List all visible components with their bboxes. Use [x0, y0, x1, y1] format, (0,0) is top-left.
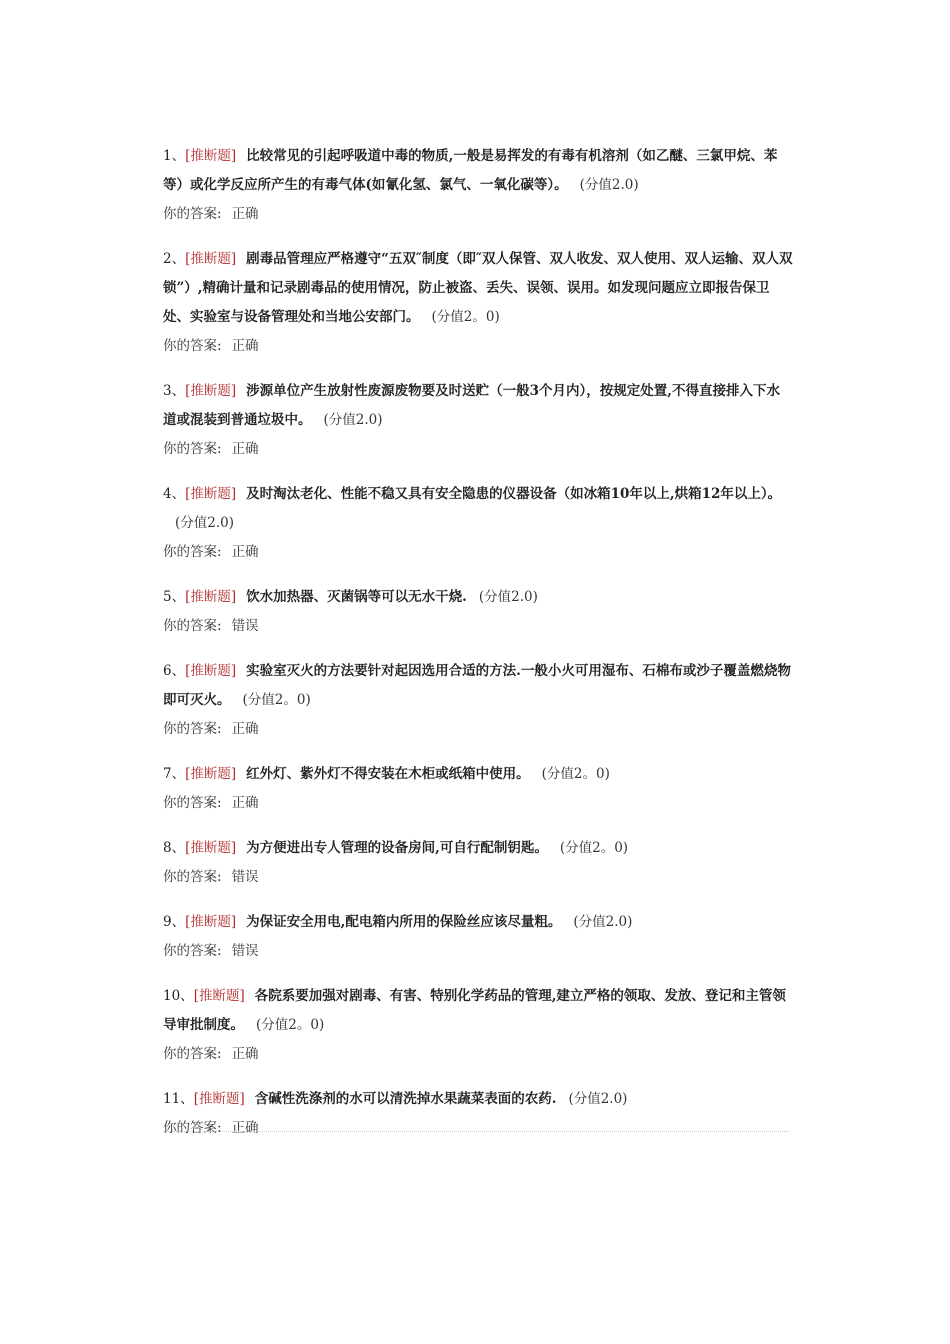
answer-line	[163, 200, 793, 229]
answer-value: 错误	[231, 943, 259, 959]
question-item	[163, 142, 793, 229]
question-line	[163, 377, 793, 435]
question-type: [推断题]	[185, 840, 237, 856]
question-score: (分值2.0)	[573, 914, 633, 930]
answer-label: 你的答案:	[163, 1120, 222, 1136]
answer-label: 你的答案:	[163, 618, 222, 634]
question-type: [推断题]	[185, 589, 237, 605]
question-text: 实验室灭火的方法要针对起因选用合适的方法.一般小火可用湿布、石棉布或沙子覆盖燃烧物即可灭火。	[163, 663, 791, 708]
answer-value: 正确	[231, 206, 259, 222]
question-item	[163, 245, 793, 361]
question-text: 剧毒品管理应严格遵守“五双″制度（即″双人保管、双人收发、双人使用、双人运输、双人双锁”）,精确计量和记录剧毒品的使用情况，防止被盗、丢失、误领、误用。如发现问题应立即报告保卫处、实验室与设备管理处和当地公安部门。	[163, 251, 793, 325]
question-type: [推断题]	[185, 663, 237, 679]
answer-line	[163, 1040, 793, 1069]
question-score: (分值2。0)	[431, 309, 500, 325]
answer-value: 正确	[231, 544, 259, 560]
answer-value: 正确	[231, 338, 259, 354]
question-number: 8、	[163, 840, 186, 856]
question-item	[163, 377, 793, 464]
question-line	[163, 834, 793, 863]
question-number: 4、	[163, 486, 186, 502]
question-item	[163, 834, 793, 892]
answer-label: 你的答案:	[163, 869, 222, 885]
question-type: [推断题]	[193, 988, 245, 1004]
answer-line	[163, 715, 793, 744]
question-score: (分值2.0)	[579, 177, 639, 193]
question-line	[163, 1085, 793, 1114]
question-text: 为保证安全用电,配电箱内所用的保险丝应该尽量粗。	[246, 914, 562, 930]
answer-line	[163, 789, 793, 818]
question-line	[163, 657, 793, 715]
answer-value: 正确	[231, 441, 259, 457]
answer-value: 正确	[231, 795, 259, 811]
answer-line	[163, 863, 793, 892]
question-number: 3、	[163, 383, 186, 399]
question-line	[163, 760, 793, 789]
answer-line	[163, 332, 793, 361]
answer-value: 正确	[231, 1120, 259, 1136]
question-number: 1、	[163, 148, 186, 164]
question-text: 为方便进出专人管理的设备房间,可自行配制钥匙。	[246, 840, 548, 856]
question-number: 5、	[163, 589, 186, 605]
question-number: 11、	[163, 1091, 194, 1107]
question-type: [推断题]	[185, 148, 237, 164]
answer-line	[163, 435, 793, 464]
question-score: (分值2.0)	[323, 412, 383, 428]
answer-value: 错误	[231, 618, 259, 634]
answer-value: 正确	[231, 1046, 259, 1062]
answer-label: 你的答案:	[163, 721, 222, 737]
question-line	[163, 480, 793, 538]
answer-line	[163, 612, 793, 641]
question-type: [推断题]	[185, 251, 237, 267]
question-line	[163, 142, 793, 200]
question-score: (分值2.0)	[175, 515, 235, 531]
question-text: 含碱性洗涤剂的水可以清洗掉水果蔬菜表面的农药.	[254, 1091, 557, 1107]
answer-label: 你的答案:	[163, 441, 222, 457]
question-text: 涉源单位产生放射性废源废物要及时送贮（一般3个月内），按规定处置,不得直接排入下水道或混装到普通垃圾中。	[163, 383, 780, 428]
question-line	[163, 908, 793, 937]
question-number: 6、	[163, 663, 186, 679]
question-score: (分值2。0)	[541, 766, 610, 782]
question-type: [推断题]	[185, 486, 237, 502]
answer-line	[163, 937, 793, 966]
bottom-divider	[163, 1131, 789, 1132]
question-item	[163, 583, 793, 641]
answer-value: 正确	[231, 721, 259, 737]
question-text: 红外灯、紫外灯不得安装在木柜或纸箱中使用。	[246, 766, 530, 782]
question-score: (分值2。0)	[559, 840, 629, 856]
question-number: 10、	[163, 988, 194, 1004]
question-item	[163, 982, 793, 1069]
question-text: 比较常见的引起呼吸道中毒的物质,一般是易挥发的有毒有机溶剂（如乙醚、三氯甲烷、苯等）或化学反应所产生的有毒气体(如氰化氢、氯气、一氧化碳等）。	[163, 148, 778, 193]
question-text: 饮水加热器、灭菌锅等可以无水干烧.	[246, 589, 467, 605]
answer-label: 你的答案:	[163, 338, 222, 354]
question-item	[163, 480, 793, 567]
question-score: (分值2.0)	[568, 1091, 628, 1107]
answer-label: 你的答案:	[163, 206, 222, 222]
question-line	[163, 982, 793, 1040]
answer-line	[163, 1114, 793, 1143]
question-score: (分值2。0)	[256, 1017, 325, 1033]
question-item	[163, 657, 793, 744]
answer-label: 你的答案:	[163, 943, 222, 959]
question-type: [推断题]	[185, 914, 237, 930]
answer-label: 你的答案:	[163, 795, 222, 811]
question-item	[163, 908, 793, 966]
question-item	[163, 1085, 793, 1143]
question-text: 及时淘汰老化、性能不稳又具有安全隐患的仪器设备（如冰箱10年以上,烘箱12年以上）。	[246, 486, 782, 502]
question-list	[163, 142, 793, 1159]
question-number: 7、	[163, 766, 186, 782]
question-text: 各院系要加强对剧毒、有害、特别化学药品的管理,建立严格的领取、发放、登记和主管领导审批制度。	[163, 988, 786, 1033]
question-score: (分值2。0)	[242, 692, 311, 708]
answer-value: 错误	[231, 869, 259, 885]
question-type: [推断题]	[185, 383, 237, 399]
question-item	[163, 760, 793, 818]
question-number: 9、	[163, 914, 186, 930]
question-type: [推断题]	[193, 1091, 245, 1107]
question-line	[163, 583, 793, 612]
question-number: 2、	[163, 251, 186, 267]
question-line	[163, 245, 793, 332]
answer-label: 你的答案:	[163, 1046, 222, 1062]
answer-label: 你的答案:	[163, 544, 222, 560]
question-type: [推断题]	[185, 766, 237, 782]
answer-line	[163, 538, 793, 567]
question-score: (分值2.0)	[478, 589, 538, 605]
